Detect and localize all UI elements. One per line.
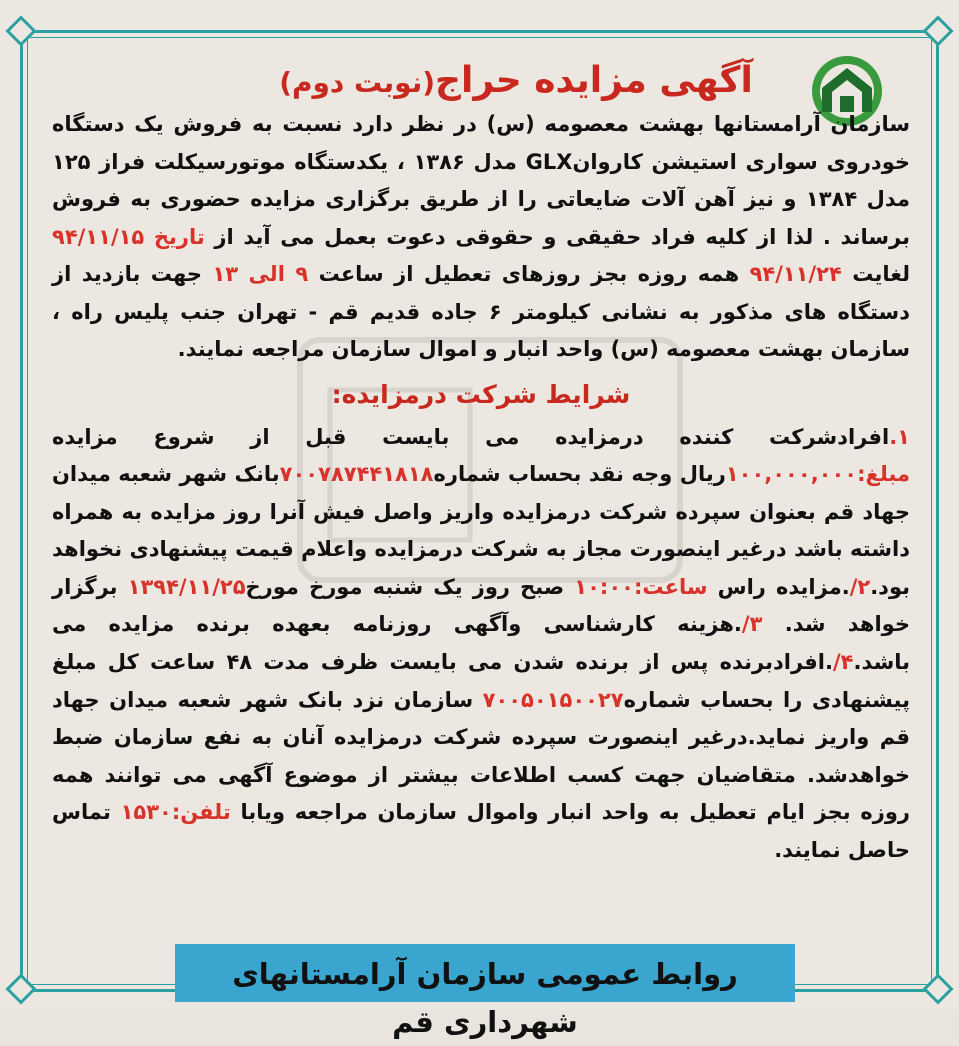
text-segment: برگزار خواهد شد. <box>52 574 910 637</box>
highlighted-value: ۹ الی ۱۳ <box>212 262 309 286</box>
text-segment: تماس حاصل نمایند. <box>52 800 910 863</box>
footer-text: روابط عمومی سازمان آرامستانهای شهرداری قم <box>232 957 738 1039</box>
notice-title <box>122 58 910 106</box>
highlighted-value: مبلغ:۱۰۰,۰۰۰,۰۰۰ <box>725 462 911 487</box>
text-segment: صبح روز یک شنبه مورخ مورخ <box>245 574 575 599</box>
section-title: شرایط شرکت درمزایده: <box>331 379 631 409</box>
highlighted-value: ۱۳۹۴/۱۱/۲۵ <box>127 574 246 599</box>
text-segment: ریال وجه نقد بحساب شماره <box>433 462 726 487</box>
highlighted-value: ۷۰۰۷۸۷۴۴۱۸۱۸ <box>279 462 434 487</box>
text-segment: افرادشرکت کننده درمزایده می بایست قبل از شروع مزایده <box>52 424 890 449</box>
highlighted-value: ۴/ <box>832 650 854 675</box>
text-segment: همه روزه بجز روزهای تعطیل از ساعت <box>308 262 750 286</box>
text-segment: سازمان آرامستانها بهشت معصومه (س) در نظر دارد نسبت به فروش یک دستگاه خودروی سواری استیشن کاروانGLX مدل ۱۳۸۶ ، یکدستگاه موتورسیکلت فراز ۱۲۵ مدل ۱۳۸۴ و نیز آهن آلات ضایعاتی را از طریق برگزاری مزایده حضوری به فروش برساند . لذا از کلیه فراد حقیقی و حقوقی دعوت بعمل می آید از <box>52 112 910 249</box>
highlighted-value: تلفن:۱۵۳۰ <box>120 800 231 825</box>
text-segment: .افرادبرنده پس از برنده شدن می بایست ظرف مدت ۴۸ ساعت کل مبلغ پیشنهادی را بحساب شماره <box>52 650 910 712</box>
highlighted-value: ساعت:۱۰:۰۰ <box>574 574 708 599</box>
text-segment: .هزینه کارشناسی وآگهی روزنامه بعهده برنده مزایده می باشد. <box>52 612 910 675</box>
title-suffix: (نوبت دوم) <box>279 66 436 99</box>
text-segment: لغایت <box>841 262 910 286</box>
highlighted-value: ۲/ <box>849 574 871 599</box>
intro-paragraph <box>52 106 910 369</box>
highlighted-value: ۹۴/۱۱/۲۴ <box>749 262 842 286</box>
highlighted-value: ۱. <box>889 424 910 449</box>
text-segment: سازمان نزد بانک شهر شعبه میدان جهاد قم واریز نماید.درغیر اینصورت سپرده شرکت درمزایده آنان به نفع سازمان ضبط خواهدشد. متقاضیان جهت کسب اطلاعات بیشتر از موضوع آگهی می توانند همه روزه بجز ایام تعطیل به واحد انبار واموال سازمان مراجعه ویابا <box>52 687 910 825</box>
notice-body <box>52 58 910 870</box>
highlighted-value: ۳/ <box>741 612 763 637</box>
text-segment: .مزایده راس <box>707 574 850 599</box>
text-segment: بانک شهر شعبه میدان جهاد قم بعنوان سپرده شرکت درمزایده واریز واصل فیش آنرا روز مزایده به همراه داشته باشد درغیر اینصورت مجاز به شرکت درمزایده واعلام قیمت پیشنهادی نخواهد بود. <box>52 462 910 599</box>
text-segment: جهت بازدید از دستگاه های مذکور به نشانی کیلومتر ۶ جاده قدیم قم - تهران جنب پلیس راه ، سازمان بهشت معصومه (س) واحد انبار و اموال سازمان مراجعه نمایند. <box>52 262 910 361</box>
conditions-paragraph <box>52 419 910 870</box>
highlighted-value: ۷۰۰۵۰۱۵۰۰۲۷ <box>482 687 624 712</box>
title-main: آگهی مزایده حراج <box>435 60 753 101</box>
highlighted-value: تاریخ ۹۴/۱۱/۱۵ <box>52 224 205 249</box>
